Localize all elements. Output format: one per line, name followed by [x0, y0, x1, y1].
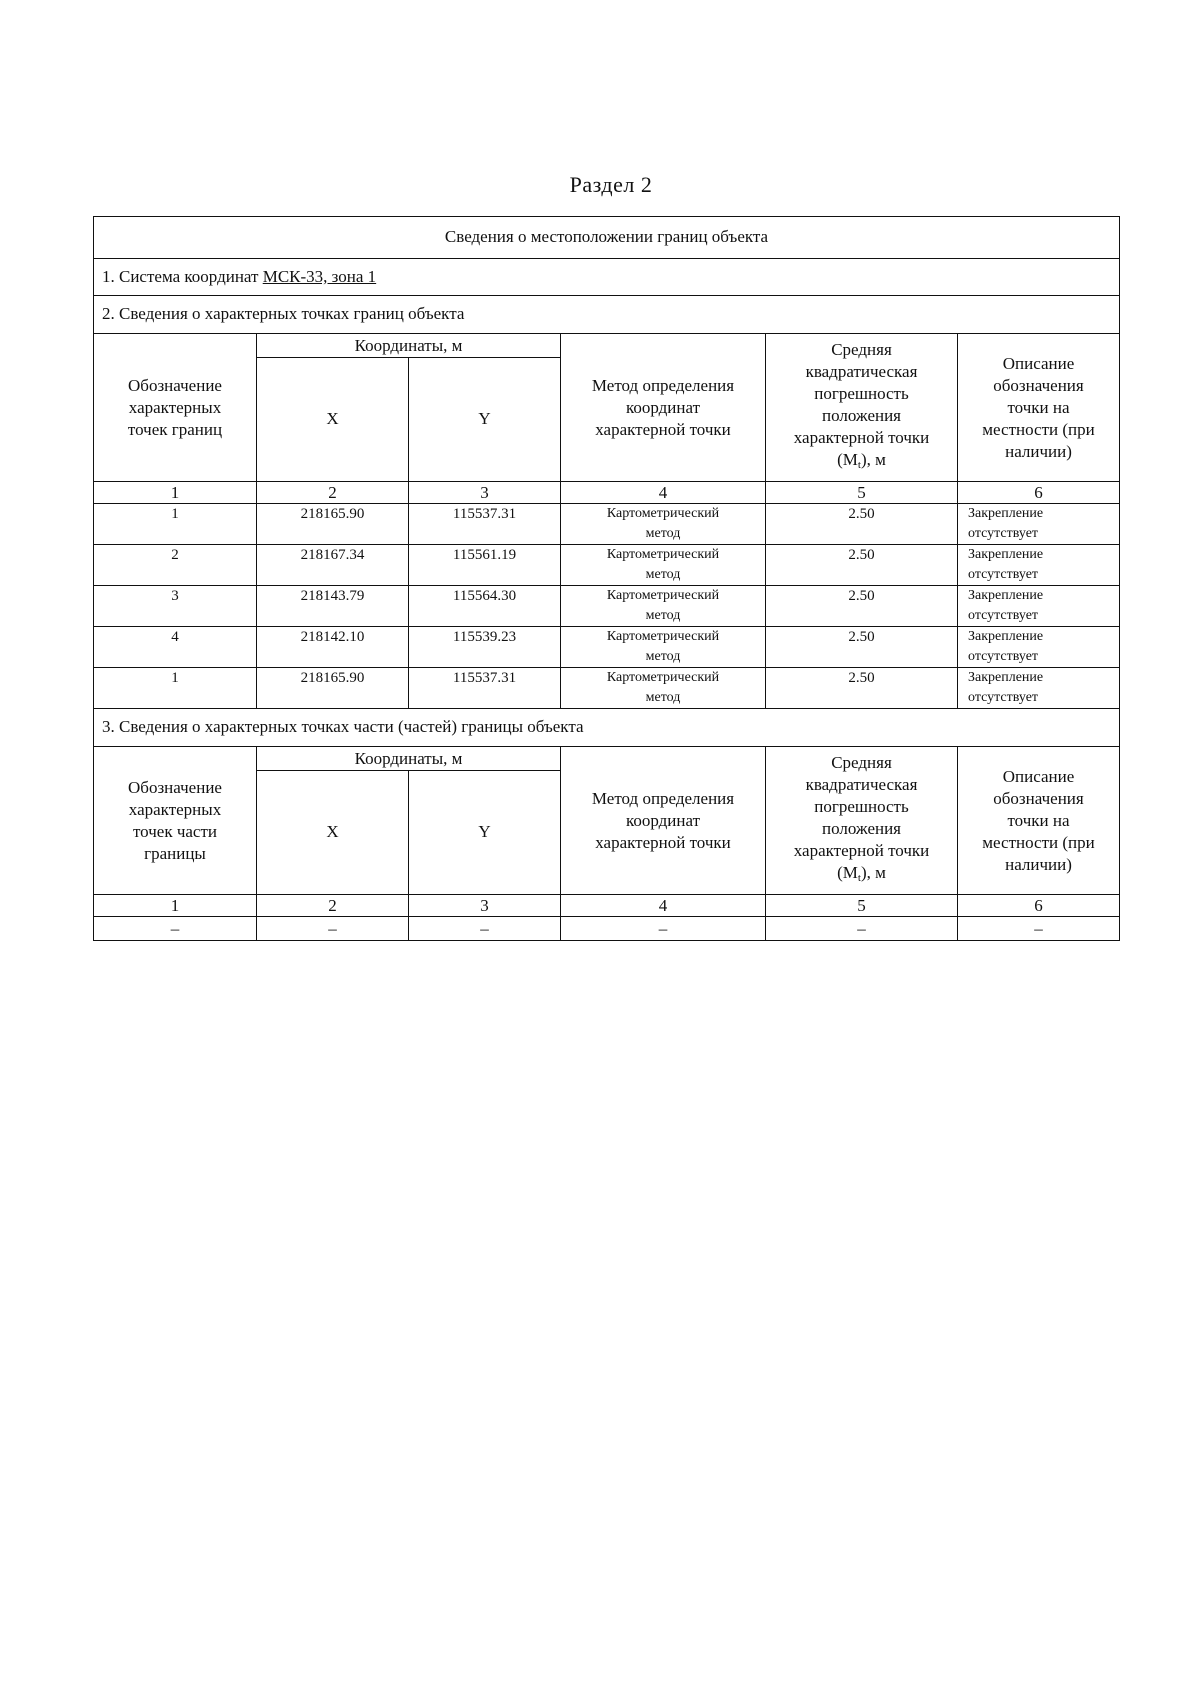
text-line: Обозначение [128, 375, 222, 395]
error-unit-suffix: ), м [860, 450, 886, 469]
designation-header [94, 334, 257, 482]
column-number: 4 [561, 895, 766, 917]
text-line: местности (при [982, 419, 1095, 439]
y-cell: 115561.19 [409, 545, 561, 586]
table-row [94, 627, 1120, 668]
text-line: Закрепление [968, 588, 1044, 603]
text-line: метод [645, 649, 681, 664]
error-cell: 2.50 [766, 627, 958, 668]
error-header [766, 334, 958, 482]
header-row [94, 334, 1120, 358]
text-line: положения [821, 819, 901, 838]
column-number: 2 [257, 482, 409, 504]
text-line: отсутствует [968, 567, 1039, 582]
y-cell: 115539.23 [409, 627, 561, 668]
empty-cell: – [409, 917, 561, 941]
error-unit-suffix: ), м [860, 863, 886, 882]
column-number: 5 [766, 482, 958, 504]
error-unit [770, 449, 953, 476]
text-line: Описание [1002, 353, 1075, 373]
text-line: наличии) [1005, 441, 1072, 461]
y-header: Y [409, 358, 561, 482]
x-cell: 218165.90 [257, 504, 409, 545]
column-number: 6 [958, 482, 1120, 504]
description-header [958, 747, 1120, 895]
error-cell: 2.50 [766, 504, 958, 545]
method-cell [561, 586, 766, 627]
text-line: точки на [1007, 397, 1070, 417]
y-cell: 115537.31 [409, 504, 561, 545]
section3-heading: 3. Сведения о характерных точках части (частей) границы объекта [94, 709, 1120, 747]
coord-system-label: 1. Система координат [102, 266, 259, 286]
text-line: Средняя [831, 753, 892, 772]
text-line: Закрепление [968, 506, 1044, 521]
text-line: обозначения [993, 788, 1084, 808]
text-line: Картометрический [606, 506, 720, 521]
empty-cell: – [958, 917, 1120, 941]
text-line: погрешность [814, 797, 909, 816]
method-cell [561, 545, 766, 586]
coordinates-header: Координаты, м [257, 334, 561, 358]
column-number: 3 [409, 895, 561, 917]
point-cell: 1 [94, 504, 257, 545]
point-cell: 3 [94, 586, 257, 627]
text-line: метод [645, 690, 681, 705]
text-line: метод [645, 526, 681, 541]
column-number: 6 [958, 895, 1120, 917]
text-line: Картометрический [606, 547, 720, 562]
text-line: Картометрический [606, 629, 720, 644]
table-title-row [94, 217, 1120, 259]
table-row [94, 668, 1120, 709]
x-cell: 218167.34 [257, 545, 409, 586]
text-line: характерных [128, 799, 222, 819]
error-cell: 2.50 [766, 586, 958, 627]
point-cell: 2 [94, 545, 257, 586]
error-header [766, 747, 958, 895]
column-numbers-row [94, 895, 1120, 917]
empty-cell: – [257, 917, 409, 941]
designation-header [94, 747, 257, 895]
column-number: 5 [766, 895, 958, 917]
description-cell [958, 627, 1120, 668]
description-cell [958, 504, 1120, 545]
text-line: наличии) [1005, 854, 1072, 874]
text-line: Метод определения [591, 788, 735, 808]
text-line: обозначения [993, 375, 1084, 395]
coord-system [94, 259, 1120, 296]
description-cell [958, 586, 1120, 627]
text-line: Обозначение [128, 777, 222, 797]
text-line: Метод определения [591, 375, 735, 395]
y-cell: 115564.30 [409, 586, 561, 627]
empty-cell: – [766, 917, 958, 941]
coord-system-value: МСК-33, зона 1 [262, 266, 377, 286]
column-number: 1 [94, 482, 257, 504]
text-line: характерной точки [793, 428, 930, 447]
empty-cell: – [561, 917, 766, 941]
text-line: координат [625, 810, 701, 830]
x-header: X [257, 771, 409, 895]
point-cell: 1 [94, 668, 257, 709]
text-line: характерных [128, 397, 222, 417]
text-line: Закрепление [968, 670, 1044, 685]
method-header [561, 747, 766, 895]
text-line: отсутствует [968, 608, 1039, 623]
error-unit-prefix: (M [837, 863, 858, 882]
y-cell: 115537.31 [409, 668, 561, 709]
column-numbers-row [94, 482, 1120, 504]
description-cell [958, 545, 1120, 586]
method-cell [561, 504, 766, 545]
error-unit-subscript: t [857, 872, 861, 884]
text-line: Закрепление [968, 629, 1044, 644]
x-cell: 218142.10 [257, 627, 409, 668]
text-line: погрешность [814, 384, 909, 403]
text-line: Описание [1002, 766, 1075, 786]
x-header: X [257, 358, 409, 482]
method-header [561, 334, 766, 482]
table-row [94, 504, 1120, 545]
text-line: квадратическая [805, 362, 918, 381]
text-line: Средняя [831, 340, 892, 359]
text-line: квадратическая [805, 775, 918, 794]
column-number: 3 [409, 482, 561, 504]
text-line: отсутствует [968, 649, 1039, 664]
table-row [94, 545, 1120, 586]
text-line: Закрепление [968, 547, 1044, 562]
boundary-table [93, 216, 1120, 941]
text-line: отсутствует [968, 690, 1039, 705]
text-line: метод [645, 608, 681, 623]
point-cell: 4 [94, 627, 257, 668]
text-line: точек границ [127, 419, 223, 439]
text-line: точки на [1007, 810, 1070, 830]
error-unit-subscript: t [857, 459, 861, 471]
x-cell: 218143.79 [257, 586, 409, 627]
text-line: отсутствует [968, 526, 1039, 541]
coordinates-header: Координаты, м [257, 747, 561, 771]
column-number: 2 [257, 895, 409, 917]
text-line: характерной точки [595, 832, 731, 852]
table-row [94, 917, 1120, 941]
table-row [94, 586, 1120, 627]
column-number: 4 [561, 482, 766, 504]
text-line: положения [821, 406, 901, 425]
text-line: координат [625, 397, 701, 417]
description-cell [958, 668, 1120, 709]
section-title: Раздел 2 [569, 172, 653, 197]
section2-heading: 2. Сведения о характерных точках границ объекта [94, 296, 1120, 334]
error-unit [770, 862, 953, 889]
error-unit-prefix: (M [837, 450, 858, 469]
method-cell [561, 668, 766, 709]
method-cell [561, 627, 766, 668]
section3-heading-row [94, 709, 1120, 747]
text-line: характерной точки [595, 419, 731, 439]
text-line: метод [645, 567, 681, 582]
error-cell: 2.50 [766, 545, 958, 586]
table-title: Сведения о местоположении границ объекта [94, 217, 1120, 259]
column-number: 1 [94, 895, 257, 917]
text-line: Картометрический [606, 588, 720, 603]
x-cell: 218165.90 [257, 668, 409, 709]
section2-heading-row [94, 296, 1120, 334]
text-line: границы [144, 843, 206, 863]
text-line: характерной точки [793, 841, 930, 860]
empty-cell: – [94, 917, 257, 941]
description-header [958, 334, 1120, 482]
text-line: местности (при [982, 832, 1095, 852]
header-row [94, 747, 1120, 771]
error-cell: 2.50 [766, 668, 958, 709]
coord-system-row [94, 259, 1120, 296]
text-line: точек части [132, 821, 218, 841]
y-header: Y [409, 771, 561, 895]
text-line: Картометрический [606, 670, 720, 685]
